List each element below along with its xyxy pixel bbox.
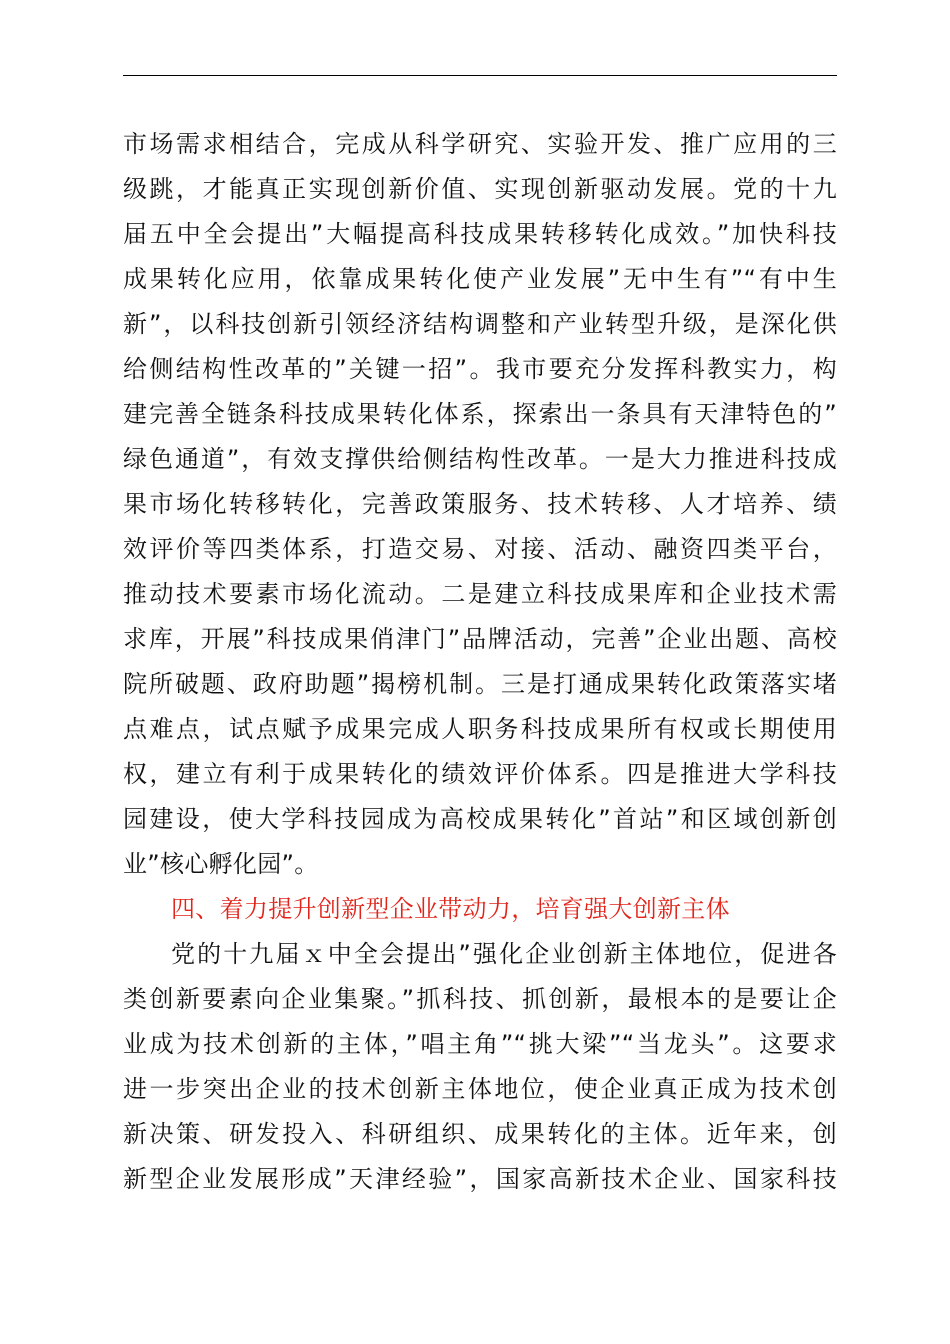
text-line: 果市场化转移转化，完善政策服务、技术转移、人才培养、绩 — [123, 490, 837, 518]
paragraph-2 — [123, 932, 837, 1202]
text-line: 成果转化应用，依靠成果转化使产业发展”无中生有”“有中生 — [123, 265, 837, 293]
header-rule — [123, 75, 837, 76]
text-line: 权，建立有利于成果转化的绩效评价体系。四是推进大学科技 — [123, 760, 837, 788]
text-line: 效评价等四类体系，打造交易、对接、活动、融资四类平台， — [123, 535, 837, 563]
text-line: 业成为技术创新的主体，”唱主角”“挑大梁”“当龙头”。这要求 — [123, 1030, 837, 1058]
paragraph-1 — [123, 122, 837, 887]
text-line: 新决策、研发投入、科研组织、成果转化的主体。近年来，创 — [123, 1120, 837, 1148]
text-line: 市场需求相结合，完成从科学研究、实验开发、推广应用的三 — [123, 130, 837, 158]
text-line: 点难点，试点赋予成果完成人职务科技成果所有权或长期使用 — [123, 715, 837, 743]
text-line: 业”核心孵化园”。 — [123, 850, 319, 878]
text-line: 进一步突出企业的技术创新主体地位，使企业真正成为技术创 — [123, 1075, 837, 1103]
text-line: 院所破题、政府助题”揭榜机制。三是打通成果转化政策落实堵 — [123, 670, 837, 698]
text-line: 新型企业发展形成”天津经验”，国家高新技术企业、国家科技 — [123, 1165, 837, 1193]
text-line: 推动技术要素市场化流动。二是建立科技成果库和企业技术需 — [123, 580, 837, 608]
text-line: 园建设，使大学科技园成为高校成果转化”首站”和区域创新创 — [123, 805, 837, 833]
text-line: 新”，以科技创新引领经济结构调整和产业转型升级，是深化供 — [123, 310, 837, 338]
text-line: 求库，开展”科技成果俏津门”品牌活动，完善”企业出题、高校 — [123, 625, 837, 653]
section-heading: 四、着力提升创新型企业带动力，培育强大创新主体 — [171, 895, 730, 923]
text-line: 级跳，才能真正实现创新价值、实现创新驱动发展。党的十九 — [123, 175, 837, 203]
document-body — [123, 122, 837, 1202]
text-line: 届五中全会提出”大幅提高科技成果转移转化成效。”加快科技 — [123, 220, 837, 248]
text-line: 类创新要素向企业集聚。”抓科技、抓创新，最根本的是要让企 — [123, 985, 837, 1013]
text-line: 给侧结构性改革的”关键一招”。我市要充分发挥科教实力，构 — [123, 355, 837, 383]
text-line: 党的十九届ｘ中全会提出”强化企业创新主体地位，促进各 — [171, 940, 837, 968]
text-line: 建完善全链条科技成果转化体系，探索出一条具有天津特色的” — [123, 400, 837, 428]
text-line: 绿色通道”，有效支撑供给侧结构性改革。一是大力推进科技成 — [123, 445, 837, 473]
